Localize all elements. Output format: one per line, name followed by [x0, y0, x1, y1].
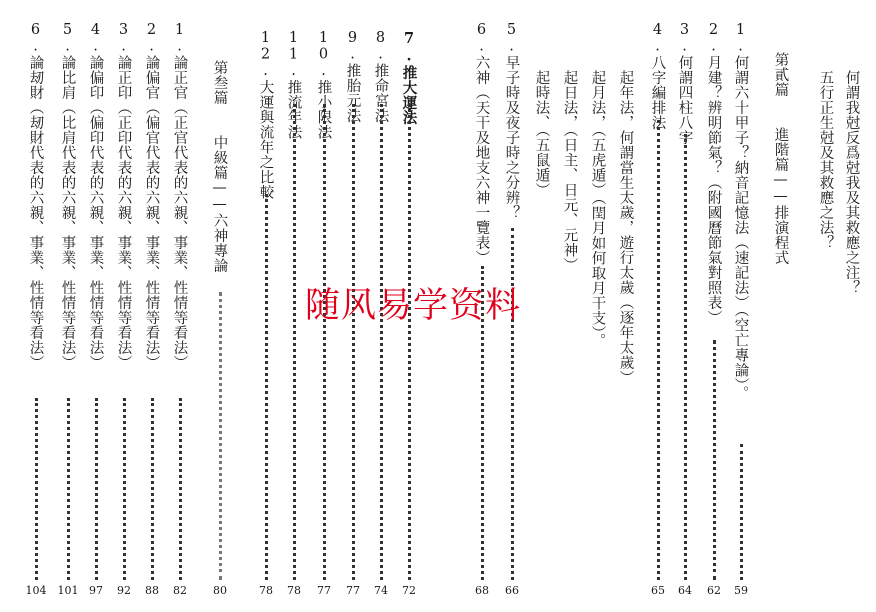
page-number: 65	[651, 584, 665, 597]
page-number: 97	[89, 584, 103, 597]
leader-dots	[151, 398, 154, 580]
toc-entry-text: 8.推命宮法	[372, 30, 389, 123]
toc-entry-text: 5.論比肩（比肩代表的六親、事業、性情等看法）	[59, 22, 76, 370]
leader-dots	[265, 194, 268, 580]
leader-dots	[408, 104, 411, 580]
page-number: 64	[678, 584, 692, 597]
toc-entry-text: 起日法，（日主、日元、元神）	[561, 70, 578, 273]
watermark: 随风易学资料	[305, 286, 522, 326]
page-number: 72	[402, 584, 416, 597]
page-number: 77	[346, 584, 360, 597]
leader-dots	[67, 398, 70, 580]
toc-entry-text: 五行正生尅及其救應之法？	[817, 70, 834, 250]
toc-entry-text: 1.何謂六十甲子？納音記憶法（速記法）（空亡專論）。	[732, 22, 749, 401]
leader-dots	[219, 292, 222, 580]
leader-dots	[95, 398, 98, 580]
page-number: 62	[707, 584, 721, 597]
leader-dots	[684, 134, 687, 580]
leader-dots	[179, 398, 182, 580]
leader-dots	[293, 104, 296, 580]
toc-entry-text: 9.推胎元法	[344, 30, 361, 123]
toc-entry-text: 2.論偏官（偏官代表的六親、事業、性情等看法）	[143, 22, 160, 370]
toc-entry-text: 11.推流年法	[285, 30, 302, 140]
toc-entry-text: 4.論偏印（偏印代表的六親、事業、性情等看法）	[87, 22, 104, 370]
toc-entry-text: 10.推小限法	[315, 30, 332, 140]
page-number: 77	[317, 584, 331, 597]
page-number: 80	[213, 584, 227, 597]
page-number: 82	[173, 584, 187, 597]
leader-dots	[35, 398, 38, 580]
leader-dots	[657, 120, 660, 580]
page-number: 88	[145, 584, 159, 597]
page-number: 66	[505, 584, 519, 597]
page-number: 78	[287, 584, 301, 597]
leader-dots	[123, 398, 126, 580]
toc-entry-text: 5.早子時及夜子時之分辨？	[503, 22, 520, 220]
page-number: 74	[374, 584, 388, 597]
page-number: 104	[25, 584, 47, 597]
page-number: 101	[57, 584, 79, 597]
toc-entry-text: 7.推大運法	[400, 30, 418, 125]
leader-dots	[352, 104, 355, 580]
toc-entry-text: 12.大運與流年之比較	[257, 30, 274, 200]
leader-dots	[380, 104, 383, 580]
toc-entry-text: 第叁篇 中級篇——六神專論	[211, 60, 228, 273]
toc-entry-text: 3.論正印（正印代表的六親、事業、性情等看法）	[115, 22, 132, 370]
page-number: 68	[475, 584, 489, 597]
toc-entry-text: 4.八字編排法	[649, 22, 666, 130]
toc-entry-text: 起月法，（五虎遁）（閏月如何取月干支）。	[589, 70, 606, 349]
page-number: 78	[259, 584, 273, 597]
leader-dots	[740, 444, 743, 580]
toc-entry-text: 何謂我尅反爲尅我及其救應之注？	[843, 70, 860, 295]
toc-entry-text: 3.何謂四柱八字	[676, 22, 693, 145]
toc-entry-text: 6.論刼財（刼財代表的六親、事業、性情等看法）	[27, 22, 44, 370]
toc-entry-text: 第貳篇 進階篇——排演程式	[772, 52, 789, 265]
toc-entry-text: 起時法、（五鼠遁）	[533, 70, 550, 198]
toc-entry-text: 6.六神（天干及地支六神一覽表）	[473, 22, 490, 265]
leader-dots	[323, 104, 326, 580]
leader-dots	[713, 340, 716, 580]
toc-entry-text: 2.月建？辨明節氣？（附國曆節氣對照表）	[705, 22, 722, 325]
page-number: 92	[117, 584, 131, 597]
page-number: 59	[734, 584, 748, 597]
toc-entry-text: 1.論正官（正官代表的六親、事業、性情等看法）	[171, 22, 188, 370]
toc-entry-text: 起年法，何謂當生太歲，遊行太歲（逐年太歲）	[617, 70, 634, 385]
